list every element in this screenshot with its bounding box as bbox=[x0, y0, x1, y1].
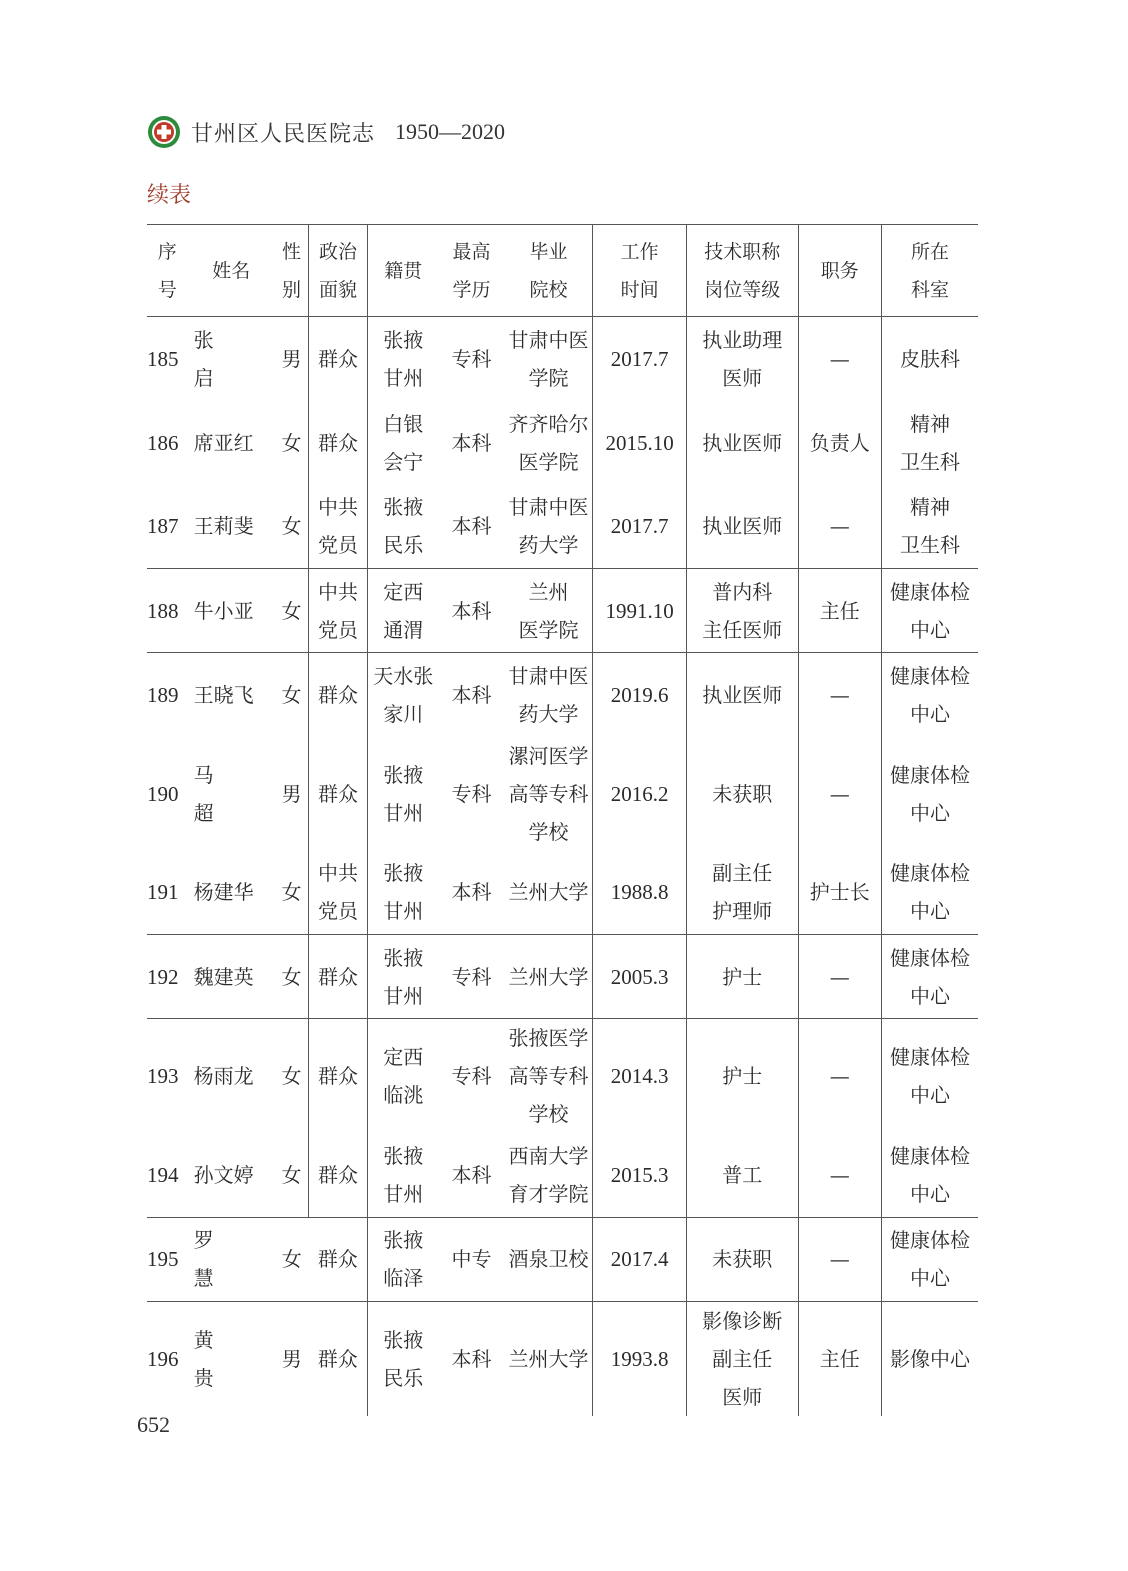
cell-duty: — bbox=[798, 1019, 881, 1134]
cell-home: 天水张 家川 bbox=[367, 653, 438, 737]
header-party: 政治 面貌 bbox=[309, 225, 368, 317]
cell-duty: — bbox=[798, 485, 881, 569]
cell-time: 2014.3 bbox=[593, 1019, 686, 1134]
cell-dept: 健康体检 中心 bbox=[881, 1217, 978, 1301]
table-row bbox=[147, 1217, 978, 1301]
cell-time: 2005.3 bbox=[593, 935, 686, 1019]
table-row bbox=[147, 317, 978, 401]
cell-sex: 女 bbox=[281, 1064, 302, 1088]
table-row bbox=[147, 485, 978, 569]
cell-dept: 健康体检 中心 bbox=[881, 569, 978, 653]
table-row bbox=[147, 851, 978, 935]
cell-dept: 健康体检 中心 bbox=[881, 851, 978, 935]
cell-party: 中共 党员 bbox=[309, 485, 368, 569]
cell-party: 群众 bbox=[309, 1217, 368, 1301]
cell-no: 190 bbox=[147, 781, 179, 806]
cell-no: 196 bbox=[147, 1346, 179, 1371]
cell-sex: 男 bbox=[281, 1346, 302, 1371]
book-years: 1950—2020 bbox=[395, 119, 506, 144]
cell-home: 张掖 民乐 bbox=[367, 485, 438, 569]
cell-no: 195 bbox=[147, 1217, 188, 1301]
cell-duty: 主任 bbox=[798, 569, 881, 653]
cell-title: 未获职 bbox=[686, 1217, 798, 1301]
cell-edu: 专科 bbox=[451, 781, 492, 806]
cell-name: 马超 bbox=[193, 762, 236, 825]
book-title: 甘州区人民医院志 bbox=[191, 121, 376, 147]
header-home: 籍贯 bbox=[367, 225, 438, 317]
cell-no: 187 bbox=[147, 485, 188, 569]
cell-no: 185 bbox=[147, 346, 179, 371]
cell-party: 中共 党员 bbox=[309, 569, 368, 653]
header-name: 姓名 bbox=[188, 225, 275, 317]
cell-party: 中共 党员 bbox=[309, 851, 368, 935]
cell-dept: 影像中心 bbox=[881, 1301, 978, 1416]
table-row bbox=[147, 653, 978, 737]
cell-edu: 本科 bbox=[439, 851, 505, 935]
cell-title: 护士 bbox=[686, 935, 798, 1019]
cell-duty: 主任 bbox=[798, 1301, 881, 1416]
cell-duty: — bbox=[798, 317, 881, 401]
header-school: 毕业 院校 bbox=[505, 225, 593, 317]
cell-school: 漯河医学 高等专科 学校 bbox=[508, 743, 589, 844]
cell-home: 定西 临洮 bbox=[367, 1019, 438, 1134]
table-row bbox=[147, 569, 978, 653]
cell-edu: 本科 bbox=[439, 485, 505, 569]
cell-duty: — bbox=[798, 1133, 881, 1217]
cell-title: 执业医师 bbox=[686, 485, 798, 569]
header-no: 序 号 bbox=[147, 225, 188, 317]
table-row bbox=[147, 1133, 978, 1217]
cell-title: 执业助理 医师 bbox=[686, 317, 798, 401]
table-row bbox=[147, 1301, 978, 1416]
cell-school: 西南大学 育才学院 bbox=[505, 1133, 593, 1217]
cell-name: 张启 bbox=[193, 327, 236, 390]
cell-sex: 男 bbox=[281, 781, 302, 806]
cell-time: 1993.8 bbox=[593, 1301, 686, 1416]
cell-school: 甘肃中医 药大学 bbox=[505, 485, 593, 569]
cell-edu: 本科 bbox=[451, 1346, 492, 1371]
cell-title: 副主任 护理师 bbox=[686, 851, 798, 935]
cell-name: 孙文婷 bbox=[188, 1133, 275, 1217]
cell-home: 张掖 民乐 bbox=[367, 1301, 438, 1416]
cell-time: 2017.7 bbox=[593, 485, 686, 569]
cell-title: 未获职 bbox=[686, 737, 798, 851]
cell-name: 魏建英 bbox=[188, 935, 275, 1019]
cell-duty: 负责人 bbox=[798, 401, 881, 485]
header-time: 工作 时间 bbox=[593, 225, 686, 317]
cell-party: 群众 bbox=[317, 1346, 358, 1371]
cell-dept: 精神 卫生科 bbox=[881, 485, 978, 569]
cell-dept: 健康体检 中心 bbox=[881, 935, 978, 1019]
cell-party: 群众 bbox=[309, 1019, 368, 1134]
cell-time: 2016.2 bbox=[593, 737, 686, 851]
cell-time: 1988.8 bbox=[593, 851, 686, 935]
cell-edu: 专科 bbox=[451, 346, 492, 371]
cell-dept: 健康体检 中心 bbox=[881, 737, 978, 851]
cell-home: 张掖 临泽 bbox=[367, 1217, 438, 1301]
header-edu: 最高 学历 bbox=[439, 225, 505, 317]
cell-edu: 本科 bbox=[439, 1133, 505, 1217]
table-body bbox=[147, 317, 978, 1416]
table-row bbox=[147, 401, 978, 485]
cell-edu: 本科 bbox=[451, 682, 492, 707]
header-title: 技术职称 岗位等级 bbox=[686, 225, 798, 317]
cell-dept: 皮肤科 bbox=[881, 317, 978, 401]
cell-school: 酒泉卫校 bbox=[505, 1217, 593, 1301]
cell-duty: 护士长 bbox=[798, 851, 881, 935]
table-row bbox=[147, 935, 978, 1019]
cell-name: 杨雨龙 bbox=[193, 1064, 254, 1088]
cell-title: 影像诊断 副主任 医师 bbox=[686, 1301, 798, 1416]
cell-name: 席亚红 bbox=[193, 430, 254, 455]
cell-dept: 健康体检 中心 bbox=[881, 1019, 978, 1134]
cell-school: 兰州 医学院 bbox=[505, 569, 593, 653]
cell-edu: 本科 bbox=[439, 569, 505, 653]
cell-time: 2017.4 bbox=[593, 1217, 686, 1301]
cell-sex: 女 bbox=[275, 935, 309, 1019]
cell-title: 执业医师 bbox=[686, 653, 798, 737]
cell-no: 192 bbox=[147, 935, 188, 1019]
cell-sex: 女 bbox=[275, 1217, 309, 1301]
header-sex: 性 别 bbox=[275, 225, 309, 317]
table-row bbox=[147, 737, 978, 851]
cell-duty: — bbox=[798, 737, 881, 851]
cell-duty: — bbox=[798, 1217, 881, 1301]
cell-school: 张掖医学 高等专科 学校 bbox=[508, 1026, 589, 1126]
cell-title: 护士 bbox=[686, 1019, 798, 1134]
cell-sex: 女 bbox=[281, 430, 302, 455]
cell-sex: 女 bbox=[275, 485, 309, 569]
cell-edu: 中专 bbox=[439, 1217, 505, 1301]
cell-duty: — bbox=[798, 653, 881, 737]
cell-no: 188 bbox=[147, 569, 188, 653]
cell-school: 兰州大学 bbox=[508, 1346, 589, 1371]
cell-title: 执业医师 bbox=[686, 401, 798, 485]
cell-edu: 本科 bbox=[451, 430, 492, 455]
cell-home: 定西 通渭 bbox=[367, 569, 438, 653]
cell-school: 兰州大学 bbox=[505, 851, 593, 935]
hospital-logo-icon bbox=[147, 115, 181, 149]
header-duty: 职务 bbox=[798, 225, 881, 317]
cell-edu: 专科 bbox=[439, 935, 505, 1019]
cell-title: 普内科 主任医师 bbox=[686, 569, 798, 653]
cell-sex: 女 bbox=[275, 569, 309, 653]
cell-dept: 健康体检 中心 bbox=[881, 1133, 978, 1217]
cell-home: 张掖 甘州 bbox=[367, 935, 438, 1019]
cell-school: 甘肃中医 学院 bbox=[508, 327, 589, 390]
table-header-row bbox=[147, 225, 978, 317]
cell-home: 张掖 甘州 bbox=[367, 851, 438, 935]
cell-party: 群众 bbox=[309, 401, 368, 485]
cell-school: 兰州大学 bbox=[505, 935, 593, 1019]
cell-party: 群众 bbox=[309, 1133, 368, 1217]
cell-school: 甘肃中医 药大学 bbox=[508, 663, 589, 726]
cell-time: 1991.10 bbox=[593, 569, 686, 653]
cell-time: 2019.6 bbox=[593, 653, 686, 737]
continued-table-label: 续表 bbox=[147, 183, 192, 208]
running-header bbox=[147, 112, 505, 152]
cell-sex: 男 bbox=[281, 346, 302, 371]
cell-edu: 专科 bbox=[451, 1064, 492, 1088]
header-dept: 所在 科室 bbox=[881, 225, 978, 317]
page-number: 652 bbox=[137, 1412, 170, 1437]
cell-name: 王莉斐 bbox=[188, 485, 275, 569]
cell-name: 牛小亚 bbox=[188, 569, 275, 653]
cell-dept: 精神 卫生科 bbox=[881, 401, 978, 485]
cell-no: 194 bbox=[147, 1133, 188, 1217]
cell-name: 王晓飞 bbox=[193, 682, 254, 707]
cell-name: 罗慧 bbox=[188, 1217, 275, 1301]
cell-time: 2015.3 bbox=[593, 1133, 686, 1217]
cell-home: 张掖 甘州 bbox=[367, 1133, 438, 1217]
cell-title: 普工 bbox=[686, 1133, 798, 1217]
cell-sex: 女 bbox=[275, 851, 309, 935]
cell-time: 2015.10 bbox=[593, 401, 686, 485]
staff-roster-table bbox=[147, 224, 978, 1416]
cell-no: 191 bbox=[147, 851, 188, 935]
cell-no: 193 bbox=[147, 1064, 179, 1088]
cell-sex: 女 bbox=[281, 682, 302, 707]
cell-no: 189 bbox=[147, 682, 179, 707]
cell-party: 群众 bbox=[309, 317, 368, 401]
cell-party: 群众 bbox=[309, 653, 368, 737]
cell-sex: 女 bbox=[275, 1133, 309, 1217]
cell-name: 黄贵 bbox=[193, 1327, 236, 1390]
cell-no: 186 bbox=[147, 430, 179, 455]
cell-home: 白银 会宁 bbox=[367, 401, 438, 485]
cell-name: 杨建华 bbox=[188, 851, 275, 935]
table-row bbox=[147, 1019, 978, 1134]
cell-home: 张掖 甘州 bbox=[367, 737, 438, 851]
cell-dept: 健康体检 中心 bbox=[881, 653, 978, 737]
cell-home: 张掖 甘州 bbox=[367, 317, 438, 401]
cell-duty: — bbox=[798, 935, 881, 1019]
cell-school: 齐齐哈尔 医学院 bbox=[508, 411, 589, 474]
cell-time: 2017.7 bbox=[593, 317, 686, 401]
cell-party: 群众 bbox=[309, 935, 368, 1019]
cell-party: 群众 bbox=[309, 737, 368, 851]
